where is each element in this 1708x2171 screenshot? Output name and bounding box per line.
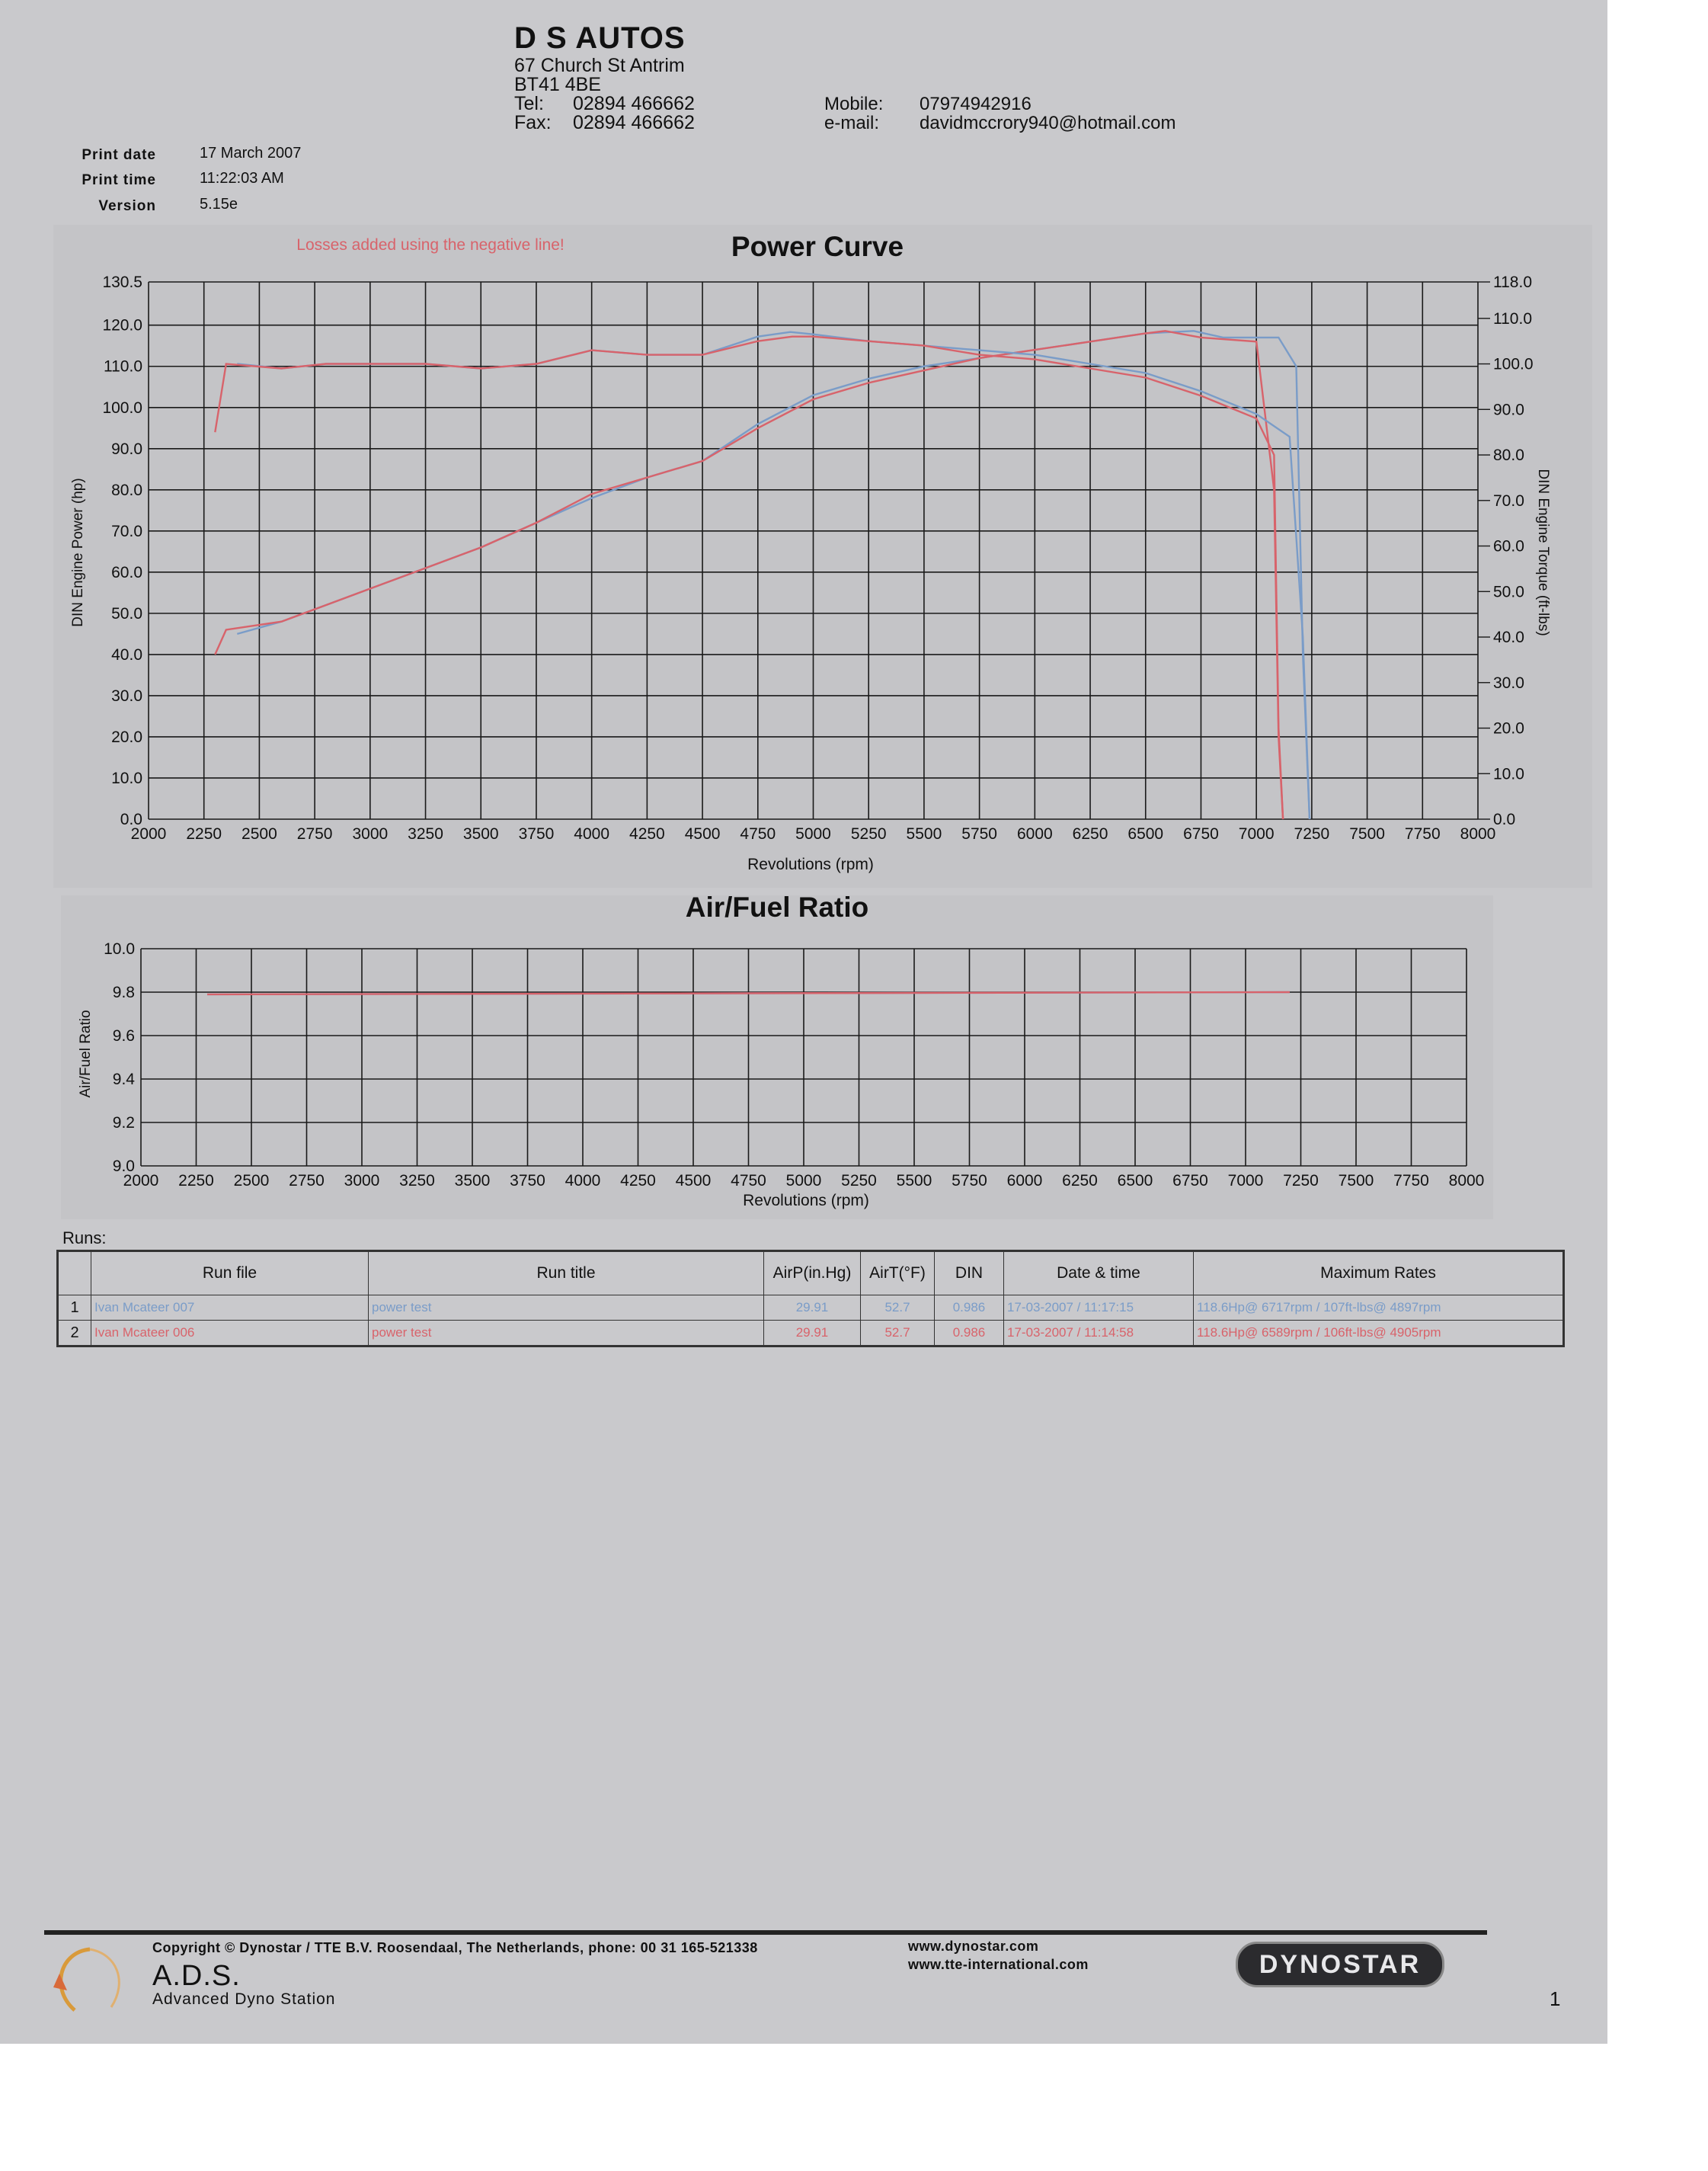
x-tick-label: 4000	[565, 1172, 601, 1190]
y-tick-label: 80.0	[111, 481, 142, 499]
afr-x-axis-label: Revolutions (rpm)	[743, 1192, 869, 1209]
y-tick-label: 70.0	[111, 522, 142, 540]
page-number: 1	[1550, 1987, 1561, 2010]
y-tick-label: 30.0	[111, 687, 142, 705]
mobile-value: 07974942916	[920, 94, 1032, 114]
air-fuel-ratio-chart	[61, 895, 1493, 1219]
ads-title: A.D.S.	[152, 1960, 241, 1992]
runs-header-max-rates: Maximum Rates	[1194, 1251, 1564, 1295]
x-tick-label: 7000	[1227, 1172, 1264, 1190]
x-tick-label: 6250	[1062, 1172, 1098, 1190]
losses-annotation: Losses added using the negative line!	[296, 236, 565, 254]
print-time-label: Print time	[82, 172, 156, 188]
run-din: 0.986	[935, 1295, 1004, 1321]
run-title: power test	[369, 1295, 764, 1321]
x-tick-label: 3000	[352, 825, 389, 843]
y-tick-label: 9.6	[112, 1027, 135, 1045]
y2-tick-label: 20.0	[1493, 719, 1524, 738]
run-airt: 52.7	[861, 1295, 935, 1321]
footer-divider	[44, 1930, 1487, 1935]
runs-label: Runs:	[62, 1228, 107, 1247]
table-row[interactable]	[58, 1295, 1564, 1321]
x-tick-label: 2750	[296, 825, 333, 843]
power-curve-chart	[53, 225, 1592, 888]
x-tick-label: 7250	[1294, 825, 1330, 843]
runs-header-blank	[58, 1251, 91, 1295]
run-airt: 52.7	[861, 1321, 935, 1346]
runs-header-airt: AirT(°F)	[861, 1251, 935, 1295]
company-name: D S AUTOS	[514, 21, 686, 55]
power-y-axis-label: DIN Engine Power (hp)	[70, 478, 86, 627]
x-tick-label: 2500	[241, 825, 277, 843]
x-tick-label: 7750	[1404, 825, 1441, 843]
y2-tick-label: 50.0	[1493, 583, 1524, 601]
mobile-label: Mobile:	[824, 94, 884, 114]
afr-chart-title: Air/Fuel Ratio	[685, 895, 869, 923]
x-tick-label: 3750	[518, 825, 555, 843]
y-tick-label: 100.0	[102, 399, 142, 417]
y-tick-label: 10.0	[104, 940, 135, 958]
y2-tick-label: 10.0	[1493, 765, 1524, 783]
x-tick-label: 3750	[510, 1172, 545, 1190]
y-tick-label: 9.8	[112, 984, 135, 1001]
y2-tick-label: 110.0	[1493, 309, 1532, 328]
runs-header-run-file: Run file	[91, 1251, 369, 1295]
x-tick-label: 4750	[731, 1172, 766, 1190]
x-tick-label: 8000	[1460, 825, 1496, 843]
x-tick-label: 4250	[620, 1172, 656, 1190]
x-tick-label: 2500	[233, 1172, 270, 1190]
email-value: davidmccrory940@hotmail.com	[920, 113, 1176, 133]
x-tick-label: 3250	[399, 1172, 435, 1190]
y2-tick-label: 90.0	[1493, 401, 1524, 419]
version-label: Version	[98, 198, 156, 214]
y-tick-label: 9.0	[112, 1158, 135, 1175]
run-airp: 29.91	[764, 1295, 861, 1321]
website-dynostar[interactable]: www.dynostar.com	[908, 1939, 1039, 1954]
ads-subtitle: Advanced Dyno Station	[152, 1990, 336, 2008]
x-tick-label: 5750	[961, 825, 997, 843]
y2-tick-label: 30.0	[1493, 674, 1524, 692]
x-tick-label: 5750	[952, 1172, 987, 1190]
x-tick-label: 2250	[186, 825, 222, 843]
x-tick-label: 4750	[740, 825, 776, 843]
afr-y-axis-label: Air/Fuel Ratio	[78, 1010, 94, 1098]
y-tick-label: 130.5	[102, 274, 142, 291]
x-tick-label: 4500	[684, 825, 721, 843]
email-label: e-mail:	[824, 113, 880, 133]
x-tick-label: 7500	[1349, 825, 1385, 843]
x-tick-label: 2000	[123, 1172, 159, 1190]
version-value: 5.15e	[200, 196, 238, 213]
x-tick-label: 6000	[1016, 825, 1053, 843]
afr-chart-panel	[61, 895, 1493, 1219]
tel-label: Tel:	[514, 93, 544, 114]
run-datetime: 17-03-2007 / 11:14:58	[1004, 1321, 1194, 1346]
y-tick-label: 10.0	[111, 769, 142, 787]
y-tick-label: 120.0	[102, 316, 142, 335]
runs-header-datetime: Date & time	[1004, 1251, 1194, 1295]
y-tick-label: 0.0	[120, 811, 142, 828]
x-tick-label: 5500	[896, 1172, 932, 1190]
run-datetime: 17-03-2007 / 11:17:15	[1004, 1295, 1194, 1321]
x-tick-label: 2250	[178, 1172, 214, 1190]
run-airp: 29.91	[764, 1321, 861, 1346]
x-tick-label: 4000	[574, 825, 610, 843]
x-tick-label: 5000	[795, 825, 831, 843]
address-line-2: BT41 4BE	[514, 74, 601, 95]
y2-tick-label: 60.0	[1493, 537, 1524, 556]
x-tick-label: 6750	[1183, 825, 1219, 843]
fax-label: Fax:	[514, 112, 552, 133]
torque-y-axis-label: DIN Engine Torque (ft-lbs)	[1535, 469, 1551, 636]
y2-tick-label: 80.0	[1493, 447, 1524, 465]
x-tick-label: 3000	[344, 1172, 380, 1190]
y2-tick-label: 70.0	[1493, 492, 1524, 510]
x-tick-label: 6750	[1172, 1172, 1208, 1190]
run-max-rates: 118.6Hp@ 6717rpm / 107ft-lbs@ 4897rpm	[1194, 1295, 1564, 1321]
x-tick-label: 4250	[629, 825, 665, 843]
y-tick-label: 50.0	[111, 604, 142, 623]
print-date-label: Print date	[82, 147, 156, 163]
power-x-axis-label: Revolutions (rpm)	[747, 856, 874, 873]
y-tick-label: 60.0	[111, 563, 142, 581]
website-tte[interactable]: www.tte-international.com	[908, 1957, 1089, 1972]
run-file: Ivan Mcateer 006	[91, 1321, 369, 1346]
x-tick-label: 5500	[906, 825, 942, 843]
x-tick-label: 3500	[454, 1172, 491, 1190]
ads-logo-icon	[44, 1943, 136, 2019]
copyright-text: Copyright © Dynostar / TTE B.V. Roosendaal, The Netherlands, phone: 00 31 165-521338	[152, 1940, 758, 1955]
dynostar-logo: DYNOSTAR	[1236, 1942, 1444, 1987]
x-tick-label: 8000	[1448, 1172, 1485, 1190]
tel-value: 02894 466662	[573, 93, 695, 114]
power-chart-title: Power Curve	[731, 231, 904, 262]
runs-header-row	[58, 1251, 1564, 1295]
y2-tick-label: 118.0	[1493, 274, 1532, 291]
run-din: 0.986	[935, 1321, 1004, 1346]
run-max-rates: 118.6Hp@ 6589rpm / 106ft-lbs@ 4905rpm	[1194, 1321, 1564, 1346]
table-row[interactable]	[58, 1321, 1564, 1346]
x-tick-label: 7500	[1338, 1172, 1374, 1190]
power-chart-panel	[53, 225, 1592, 888]
x-tick-label: 7750	[1393, 1172, 1429, 1190]
x-tick-label: 2000	[130, 825, 167, 843]
y-tick-label: 9.4	[112, 1071, 135, 1088]
runs-header-din: DIN	[935, 1251, 1004, 1295]
y2-tick-label: 100.0	[1493, 355, 1534, 373]
x-tick-label: 5250	[850, 825, 887, 843]
x-tick-label: 2750	[289, 1172, 325, 1190]
run-title: power test	[369, 1321, 764, 1346]
x-tick-label: 6500	[1117, 1172, 1153, 1190]
address-line-1: 67 Church St Antrim	[514, 55, 685, 76]
y-tick-label: 40.0	[111, 645, 142, 664]
print-date-value: 17 March 2007	[200, 145, 302, 162]
x-tick-label: 7250	[1283, 1172, 1319, 1190]
x-tick-label: 5000	[785, 1172, 822, 1190]
run-file: Ivan Mcateer 007	[91, 1295, 369, 1321]
x-tick-label: 3250	[408, 825, 443, 843]
y-tick-label: 9.2	[112, 1114, 135, 1132]
fax-value: 02894 466662	[573, 112, 695, 133]
y2-tick-label: 40.0	[1493, 629, 1524, 647]
x-tick-label: 4500	[675, 1172, 712, 1190]
runs-header-run-title: Run title	[369, 1251, 764, 1295]
print-time-value: 11:22:03 AM	[200, 170, 284, 187]
y-tick-label: 90.0	[111, 440, 142, 458]
x-tick-label: 6500	[1127, 825, 1164, 843]
x-tick-label: 7000	[1238, 825, 1275, 843]
y-tick-label: 110.0	[104, 357, 142, 376]
x-tick-label: 5250	[841, 1172, 877, 1190]
x-tick-label: 6250	[1072, 825, 1108, 843]
run-number: 2	[58, 1321, 91, 1346]
y-tick-label: 20.0	[111, 728, 142, 746]
x-tick-label: 3500	[462, 825, 499, 843]
x-tick-label: 6000	[1006, 1172, 1043, 1190]
run-number: 1	[58, 1295, 91, 1321]
runs-table	[56, 1250, 1565, 1347]
runs-header-airp: AirP(in.Hg)	[764, 1251, 861, 1295]
y2-tick-label: 0.0	[1493, 811, 1516, 828]
